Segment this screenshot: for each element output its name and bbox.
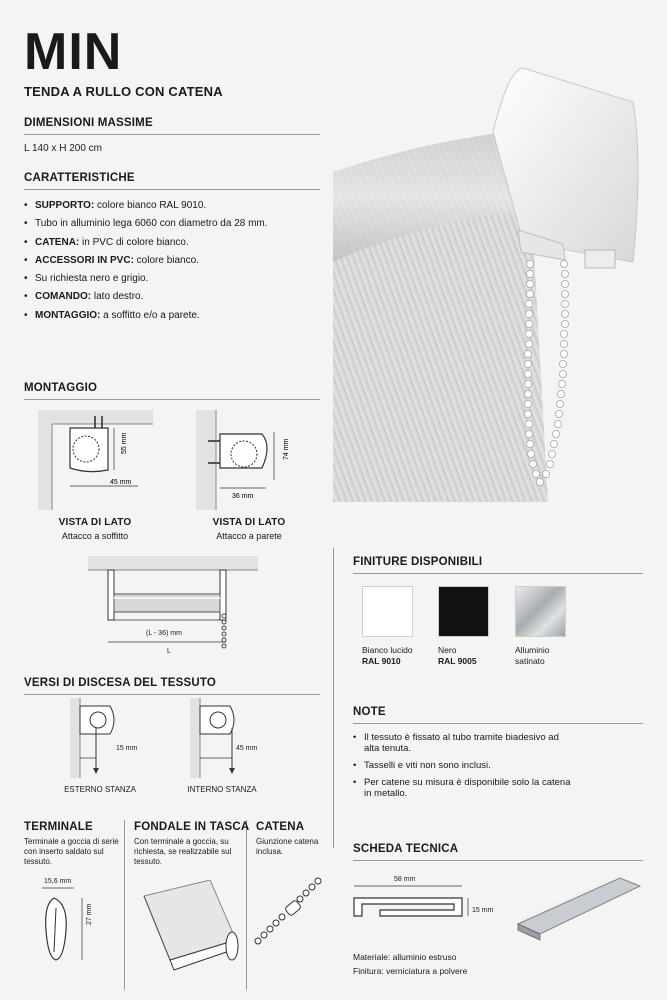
catena-heading: CATENA xyxy=(256,821,305,833)
finishes-heading: FINITURE DISPONIBILI xyxy=(353,556,643,574)
svg-text:74 mm: 74 mm xyxy=(283,438,290,460)
external-caption: ESTERNO STANZA xyxy=(64,785,136,794)
finish-name: Nero xyxy=(438,645,457,655)
internal-caption: INTERNO STANZA xyxy=(187,785,257,794)
fondale-heading: FONDALE IN TASCA xyxy=(134,821,250,833)
terminale-dim-h: 27 mm xyxy=(86,903,93,925)
finish-code: RAL 9005 xyxy=(438,656,477,666)
internal-dim: 45 mm xyxy=(236,745,258,752)
mounting-heading: MONTAGGIO xyxy=(24,382,320,400)
tech-finish: Finitura: verniciatura a polvere xyxy=(353,966,468,976)
swatch-black xyxy=(438,586,489,637)
fondale-diagram xyxy=(140,880,240,975)
external-dim: 15 mm xyxy=(116,745,138,752)
wall-side-diagram xyxy=(196,410,306,510)
note-item: • Per catene su misura è disponibile solo la catena in metallo. xyxy=(353,777,573,799)
tech-dim-w: 58 mm xyxy=(394,876,416,883)
front-view-diagram xyxy=(88,556,258,656)
fondale-text: Con terminale a goccia, su richiesta, se realizzabile sul tessuto. xyxy=(134,837,232,866)
product-title: MIN xyxy=(24,23,123,81)
product-photo xyxy=(333,62,667,512)
features-heading: CARATTERISTICHE xyxy=(24,172,320,190)
ceiling-side-diagram xyxy=(38,410,153,510)
ceiling-view-caption: Attacco a soffitto xyxy=(61,531,129,541)
terminale-text: Terminale a goccia di serie con inserto saldato sul tessuto. xyxy=(24,837,119,866)
internal-descent-diagram xyxy=(190,698,290,778)
divider xyxy=(246,820,247,990)
tech-dim-h: 15 mm xyxy=(472,907,494,914)
features-list xyxy=(24,200,324,328)
front-dim-outer: L xyxy=(167,648,171,655)
divider xyxy=(124,820,125,990)
dimensions-value: L 140 x H 200 cm xyxy=(24,143,103,154)
tech-heading: SCHEDA TECNICA xyxy=(353,843,643,861)
note-item: • Il tessuto è fissato al tubo tramite biadesivo ad alta tenuta. xyxy=(353,732,573,754)
feature-item: • Su richiesta nero e grigio. xyxy=(24,273,324,284)
notes-heading: NOTE xyxy=(353,706,643,724)
dimensions-heading: DIMENSIONI MASSIME xyxy=(24,117,320,135)
ceiling-view-title: VISTA DI LATO xyxy=(58,517,132,528)
swatch-white xyxy=(362,586,413,637)
swatch-aluminium xyxy=(515,586,566,637)
wall-view-title: VISTA DI LATO xyxy=(212,517,286,528)
svg-text:45 mm: 45 mm xyxy=(110,479,132,486)
front-dim-inner: (L - 36) mm xyxy=(146,630,182,637)
svg-text:36 mm: 36 mm xyxy=(232,493,254,500)
finish-name: Alluminio xyxy=(515,645,550,655)
svg-text:55 mm: 55 mm xyxy=(121,432,128,454)
external-descent-diagram xyxy=(70,698,170,778)
descent-heading: VERSI DI DISCESA DEL TESSUTO xyxy=(24,677,320,695)
terminale-heading: TERMINALE xyxy=(24,821,93,833)
terminale-diagram xyxy=(28,878,118,970)
finish-code: satinato xyxy=(515,656,545,666)
product-subtitle: TENDA A RULLO CON CATENA xyxy=(24,84,223,99)
notes-list xyxy=(353,732,573,806)
note-item: • Tasselli e viti non sono inclusi. xyxy=(353,760,573,771)
feature-item: • MONTAGGIO: a soffitto e/o a parete. xyxy=(24,310,324,321)
tech-material: Materiale: alluminio estruso xyxy=(353,952,457,962)
feature-item: • ACCESSORI IN PVC: colore bianco. xyxy=(24,255,324,266)
catena-diagram xyxy=(248,875,326,955)
finish-name: Bianco lucido xyxy=(362,645,413,655)
divider xyxy=(333,548,334,848)
feature-item: • COMANDO: lato destro. xyxy=(24,291,324,302)
feature-item: • SUPPORTO: colore bianco RAL 9010. xyxy=(24,200,324,211)
wall-view-caption: Attacco a parete xyxy=(216,531,282,541)
feature-item: • CATENA: in PVC di colore bianco. xyxy=(24,237,324,248)
catena-text: Giunzione catena inclusa. xyxy=(256,837,319,856)
terminale-dim-w: 15,6 mm xyxy=(44,878,72,885)
feature-item: • Tubo in alluminio lega 6060 con diametro da 28 mm. xyxy=(24,218,324,229)
finish-code: RAL 9010 xyxy=(362,656,401,666)
